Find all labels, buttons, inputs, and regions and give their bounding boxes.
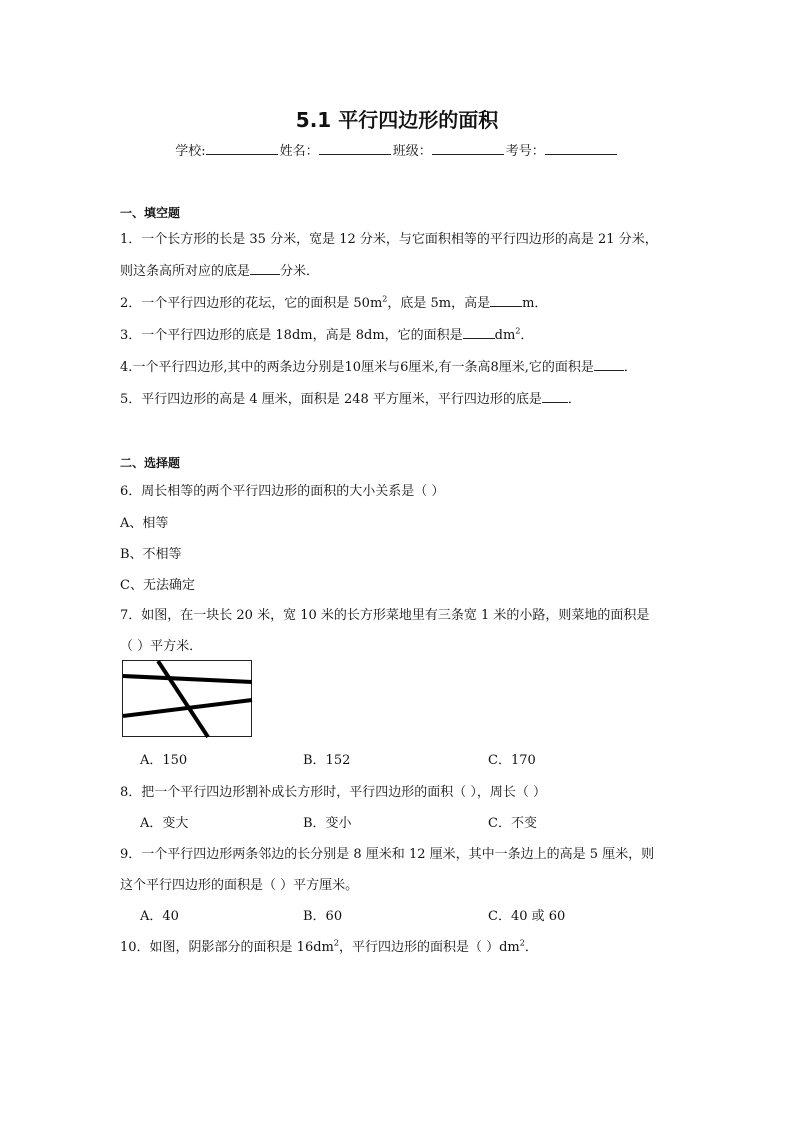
class-label: 班级：	[392, 144, 432, 159]
question-6: 6．周长相等的两个平行四边形的面积的大小关系是（ ）	[120, 484, 445, 499]
answer-blank-5[interactable]	[542, 390, 568, 403]
class-blank[interactable]	[432, 142, 504, 155]
student-info-row	[0, 140, 794, 159]
question-5-text: 5．平行四边形的高是 4 厘米，面积是 248 平方厘米，平行四边形的底是	[120, 392, 542, 407]
question-3-end: ．	[520, 328, 534, 343]
answer-blank-3[interactable]	[463, 326, 495, 339]
rectangle-outline	[123, 661, 252, 737]
question-4	[120, 356, 637, 375]
question-10-end: ．	[524, 940, 538, 955]
superscript: 2	[519, 938, 525, 948]
question-4-end: ．	[623, 360, 637, 375]
section-heading-multiple-choice: 二、选择题	[120, 456, 181, 470]
answer-blank-1[interactable]	[250, 262, 280, 275]
question-10	[120, 936, 538, 955]
question-9-line-1: 9．一个平行四边形两条邻边的长分别是 8 厘米和 12 厘米，其中一条边上的高是 5 厘米，则	[120, 847, 655, 862]
question-6-option-b[interactable]: B、不相等	[120, 547, 182, 562]
question-10-text-2: ，平行四边形的面积是（ ）dm	[338, 940, 520, 955]
question-7-line-1: 7．如图，在一块长 20 米，宽 10 米的长方形菜地里有三条宽 1 米的小路，则菜地的面积是	[120, 608, 650, 623]
question-3-unit: dm	[494, 328, 516, 343]
question-9-option-a[interactable]: A．40	[140, 909, 179, 924]
question-1-line-1: 1．一个长方形的长是 35 分米，宽是 12 分米，与它面积相等的平行四边形的高是 21 分米，	[120, 232, 658, 247]
question-2-text-2: ，底是 5m，高是	[387, 296, 491, 311]
question-3-text: 3．一个平行四边形的底是 18dm，高是 8dm，它的面积是	[120, 328, 463, 343]
exam-no-label: 考号：	[505, 144, 545, 159]
question-8-option-b[interactable]: B．变小	[303, 816, 352, 831]
school-blank[interactable]	[206, 142, 278, 155]
question-5	[120, 388, 581, 407]
question-8-option-c[interactable]: C．不变	[488, 816, 537, 831]
garden-path-figure	[122, 660, 254, 738]
superscript: 2	[515, 326, 521, 336]
superscript: 2	[333, 938, 339, 948]
question-1-unit: 分米．	[280, 264, 320, 279]
question-9-option-c[interactable]: C．40 或 60	[488, 909, 566, 924]
question-4-text: 4.一个平行四边形,其中的两条边分别是10厘米与6厘米,有一条高8厘米,它的面积是	[120, 360, 594, 375]
name-label: 姓名：	[279, 144, 319, 159]
question-7-option-b[interactable]: B．152	[303, 753, 351, 768]
exam-no-blank[interactable]	[545, 142, 617, 155]
question-2	[120, 292, 547, 311]
answer-blank-2[interactable]	[490, 294, 522, 307]
question-7-option-a[interactable]: A．150	[140, 753, 188, 768]
question-1-text: 则这条高所对应的底是	[120, 264, 251, 279]
name-blank[interactable]	[319, 142, 391, 155]
question-6-option-a[interactable]: A、相等	[120, 516, 169, 531]
question-7-line-2: （ ）平方米．	[120, 639, 203, 654]
question-8: 8．把一个平行四边形割补成长方形时，平行四边形的面积（ ），周长（ ）	[120, 785, 547, 800]
question-2-unit: m．	[522, 296, 548, 311]
school-label: 学校:	[175, 144, 206, 159]
question-7-option-c[interactable]: C．170	[488, 753, 536, 768]
superscript: 2	[382, 294, 388, 304]
question-9-option-b[interactable]: B．60	[303, 909, 343, 924]
section-heading-fill-blank: 一、填空题	[120, 206, 181, 220]
question-9-line-2: 这个平行四边形的面积是（ ）平方厘米。	[120, 878, 359, 893]
answer-blank-4[interactable]	[594, 358, 624, 371]
question-6-option-c[interactable]: C、无法确定	[120, 578, 195, 593]
question-2-text: 2．一个平行四边形的花坛，它的面积是 50m	[120, 296, 383, 311]
page-title: 5.1 平行四边形的面积	[295, 108, 499, 132]
question-1-line-2	[120, 260, 319, 279]
question-8-option-a[interactable]: A．变大	[140, 816, 189, 831]
question-5-end: ．	[567, 392, 581, 407]
question-10-text: 10．如图，阴影部分的面积是 16dm	[120, 940, 334, 955]
question-3	[120, 324, 533, 343]
